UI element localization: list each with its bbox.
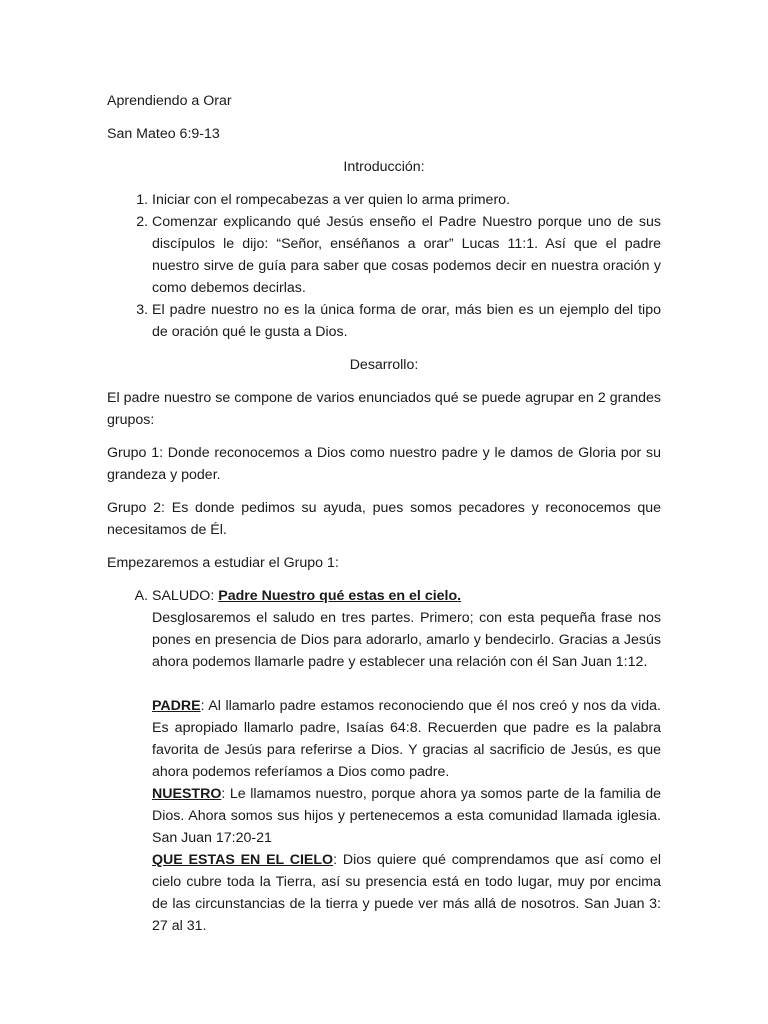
section-a-body: Desglosaremos el saludo en tres partes. Primero; con esta pequeña frase nos pones en presencia de Dios para adorarlo, amarlo y bendecirlo. Gracias a Jesús ahora podemos llamarle padre y establecer una relación con él San Juan 1:12. <box>152 610 661 670</box>
cielo-text: : Dios quiere qué comprendamos que así como el cielo cubre toda la Tierra, así su presencia está en todo lugar, muy por encima de las circunstancias de la tierra y puede ver más allá de nosotros. San Juan 3: 27 al 31. <box>152 852 661 934</box>
cielo-paragraph <box>152 849 661 937</box>
blank-line <box>152 673 661 695</box>
document-title: Aprendiendo a Orar <box>107 93 232 109</box>
cielo-term: QUE ESTAS EN EL CIELO <box>152 852 334 868</box>
document-page <box>107 90 661 948</box>
nuestro-text: : Le llamamos nuestro, porque ahora ya somos parte de la familia de Dios. Ahora somos sus hijos y pertenecemos a esta comunidad llamada iglesia. San Juan 17:20-21 <box>152 786 661 846</box>
nuestro-term: NUESTRO <box>152 786 222 802</box>
list-item: 2. Comenzar explicando qué Jesús enseño el Padre Nuestro porque uno de sus discípulos le dijo: “Señor, enséñanos a orar” Lucas 11:1. Así que el padre nuestro sirve de guía para saber que cosas podemos decir en nuestra oración y como debemos decirlas. <box>152 211 661 299</box>
scripture-reference: San Mateo 6:9-13 <box>107 126 220 142</box>
padre-text: : Al llamarlo padre estamos reconociendo que él nos creó y nos da vida. Es apropiado llamarlo padre, Isaías 64:8. Recuerden que padre es la palabra favorita de Jesús para referirse a Dios. Y gracias al sacrificio de Jesús, es que ahora podemos referíamos a Dios como padre. <box>152 698 661 780</box>
paragraph-group-2: Grupo 2: Es donde pedimos su ayuda, pues somos pecadores y reconocemos que necesitamos de Él. <box>107 500 661 538</box>
section-a-prefix: SALUDO: <box>152 588 219 604</box>
nuestro-paragraph <box>152 783 661 849</box>
section-a-title: Padre Nuestro qué estas en el cielo. <box>218 588 462 604</box>
paragraph-study-intro: Empezaremos a estudiar el Grupo 1: <box>107 555 339 571</box>
section-a <box>152 585 661 937</box>
list-item: 1. Iniciar con el rompecabezas a ver quien lo arma primero. <box>152 189 661 211</box>
paragraph-group-1: Grupo 1: Donde reconocemos a Dios como nuestro padre y le damos de Gloria por su grandeza y poder. <box>107 445 661 483</box>
padre-term: PADRE <box>152 698 201 714</box>
intro-heading: Introducción: <box>343 159 425 175</box>
development-heading: Desarrollo: <box>349 357 419 373</box>
intro-list <box>107 189 661 343</box>
padre-paragraph <box>152 695 661 783</box>
section-list <box>107 585 661 937</box>
paragraph-groups: El padre nuestro se compone de varios enunciados qué se puede agrupar en 2 grandes grupos: <box>107 390 661 428</box>
list-item: 3. El padre nuestro no es la única forma de orar, más bien es un ejemplo del tipo de oración qué le gusta a Dios. <box>152 299 661 343</box>
